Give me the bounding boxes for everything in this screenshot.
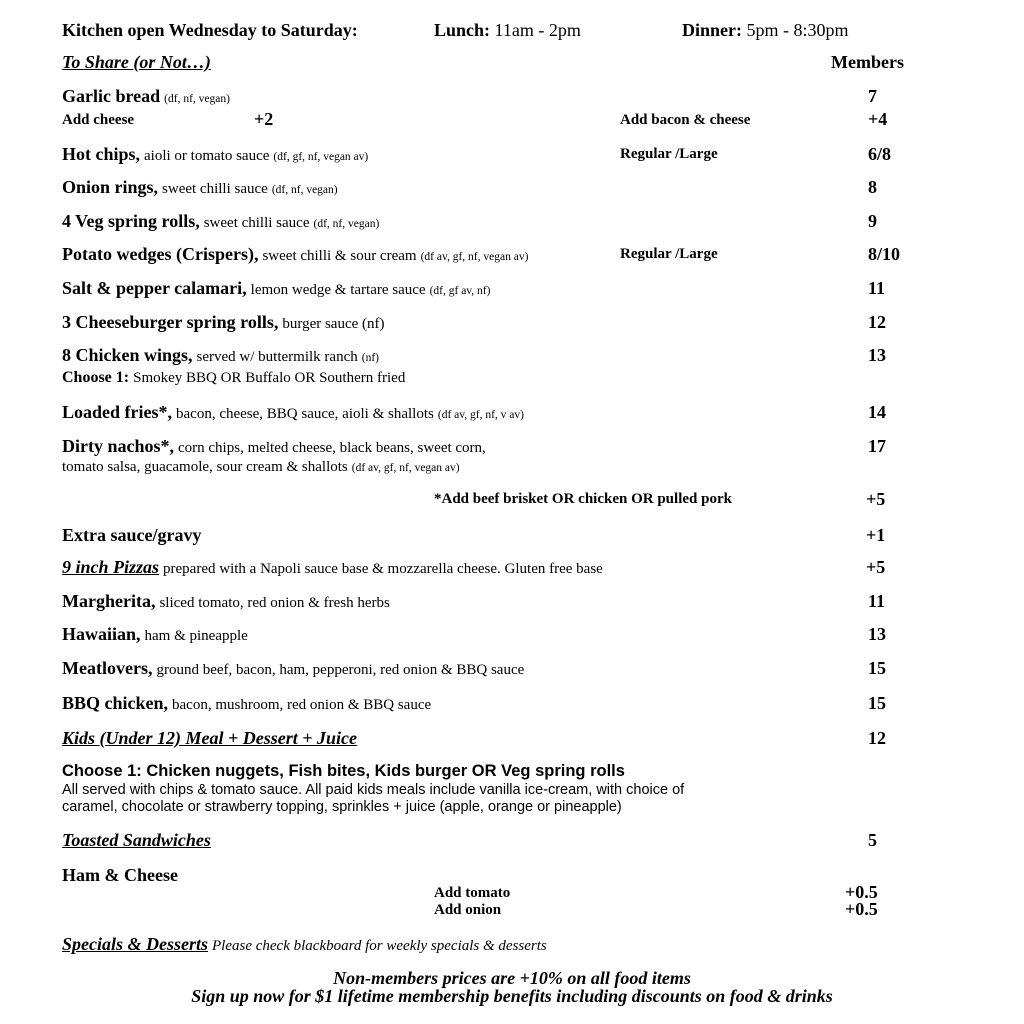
- pizza-intro: prepared with a Napoli sauce base & mozzarella cheese. Gluten free base: [163, 561, 603, 577]
- kids-choose: Choose 1: Chicken nuggets, Fish bites, Kids burger OR Veg spring rolls: [62, 762, 625, 780]
- menu-item: [62, 591, 390, 612]
- item-tags: (df av, gf, nf, v av): [437, 409, 524, 421]
- add-onion-label: Add onion: [434, 902, 502, 918]
- size-option: Regular /Large: [620, 146, 718, 162]
- kids-desc-line2: caramel, chocolate or strawberry topping, sprinkles + juice (apple, orange or pineapple): [62, 799, 622, 815]
- item-desc: tomato salsa, guacamole, sour cream & shallots: [62, 459, 348, 475]
- item-name: Salt & pepper calamari,: [62, 278, 247, 298]
- dinner-time: 5pm - 8:30pm: [746, 20, 849, 40]
- item-price: 12: [868, 312, 886, 332]
- item-desc: ham & pineapple: [144, 628, 248, 644]
- item-tags: (df, gf, nf, vegan av): [273, 151, 369, 163]
- item-name: Garlic bread: [62, 86, 161, 106]
- sandwich-price: 5: [868, 830, 877, 850]
- share-section-title: To Share (or Not…): [62, 52, 211, 72]
- item-price: 11: [868, 278, 886, 298]
- item-price: 7: [868, 86, 877, 106]
- nachos-desc-line2: [62, 458, 460, 476]
- menu-item: [62, 312, 385, 333]
- item-price: 13: [868, 624, 886, 644]
- item-name: Potato wedges (Crispers),: [62, 244, 259, 264]
- wings-choice: [62, 369, 405, 387]
- item-price: 8: [868, 177, 877, 197]
- menu-item: [62, 144, 368, 165]
- item-tags: (df, nf, vegan): [271, 184, 338, 196]
- sandwich-section-title: Toasted Sandwiches: [62, 830, 211, 850]
- item-desc: bacon, mushroom, red onion & BBQ sauce: [172, 697, 432, 713]
- gluten-free-price: +5: [866, 557, 886, 577]
- add-bacon-label: Add bacon & cheese: [620, 112, 751, 128]
- lunch-hours: [434, 20, 581, 41]
- sandwich-item: Ham & Cheese: [62, 865, 178, 885]
- pizza-section-title: 9 inch Pizzas: [62, 557, 160, 577]
- specials-line: [62, 934, 547, 955]
- item-desc: corn chips, melted cheese, black beans, sweet corn,: [178, 440, 486, 456]
- item-name: 4 Veg spring rolls,: [62, 211, 200, 231]
- item-price: 9: [868, 211, 877, 231]
- lunch-label: Lunch:: [434, 20, 491, 40]
- addon-price: +5: [866, 489, 886, 509]
- kids-section-title: Kids (Under 12) Meal + Dessert + Juice: [62, 728, 357, 748]
- item-desc: burger sauce (nf): [282, 316, 385, 332]
- item-name: Margherita,: [62, 591, 156, 611]
- menu-item: [62, 624, 248, 645]
- item-name: Dirty nachos*,: [62, 436, 174, 456]
- item-name: Onion rings,: [62, 177, 159, 197]
- item-desc: sweet chilli & sour cream: [262, 248, 417, 264]
- menu-item: [62, 177, 338, 198]
- kids-desc-line1: All served with chips & tomato sauce. All paid kids meals include vanilla ice-cream, with choice of: [62, 782, 685, 798]
- item-tags: (nf): [361, 352, 379, 364]
- item-tags: (df av, gf, nf, vegan av): [351, 462, 460, 474]
- item-desc: sweet chilli sauce: [162, 181, 268, 197]
- menu-item: [62, 436, 486, 457]
- add-cheese-price: +2: [254, 109, 274, 129]
- size-option: Regular /Large: [620, 246, 718, 262]
- item-name: Loaded fries*,: [62, 402, 172, 422]
- item-desc: bacon, cheese, BBQ sauce, aioli & shallots: [176, 406, 434, 422]
- item-desc: sweet chilli sauce: [203, 215, 310, 231]
- membership-note: Sign up now for $1 lifetime membership benefits including discounts on food & drinks: [191, 986, 833, 1006]
- item-name: Meatlovers,: [62, 658, 153, 678]
- menu-item: [62, 658, 524, 679]
- wings-choose-label: Choose 1:: [62, 369, 130, 386]
- item-name: 8 Chicken wings,: [62, 345, 193, 365]
- add-bacon-price: +4: [868, 109, 888, 129]
- item-name: BBQ chicken,: [62, 693, 169, 713]
- extra-sauce-price: +1: [866, 525, 886, 545]
- item-tags: (df, gf av, nf): [429, 285, 491, 297]
- hours-header: [62, 20, 358, 41]
- item-desc: sliced tomato, red onion & fresh herbs: [159, 595, 390, 611]
- item-price: 13: [868, 345, 886, 365]
- extra-sauce-label: Extra sauce/gravy: [62, 525, 202, 545]
- non-member-note: Non-members prices are +10% on all food items: [333, 968, 691, 988]
- lunch-time: 11am - 2pm: [494, 20, 581, 40]
- item-price: 17: [868, 436, 886, 456]
- item-price: 11: [868, 591, 886, 611]
- item-desc: ground beef, bacon, ham, pepperoni, red onion & BBQ sauce: [156, 662, 525, 678]
- add-tomato-label: Add tomato: [434, 885, 511, 901]
- item-name: 3 Cheeseburger spring rolls,: [62, 312, 279, 332]
- members-column-label: Members: [831, 52, 904, 72]
- pizza-section-header: [62, 557, 603, 578]
- menu-item: [62, 244, 528, 265]
- item-name: Hawaiian,: [62, 624, 141, 644]
- dinner-label: Dinner:: [682, 20, 742, 40]
- menu-item: [62, 86, 230, 107]
- add-cheese-label: Add cheese: [62, 112, 135, 128]
- item-price: 8/10: [868, 244, 901, 264]
- item-desc: aioli or tomato sauce: [144, 148, 270, 164]
- menu-item: [62, 211, 379, 232]
- kitchen-label: Kitchen open Wednesday to Saturday:: [62, 20, 358, 40]
- item-price: 14: [868, 402, 886, 422]
- menu-item: [62, 278, 490, 299]
- item-tags: (df, nf, vegan): [313, 218, 380, 230]
- add-tomato-price: +0.5: [845, 882, 878, 902]
- specials-section-title: Specials & Desserts: [62, 934, 208, 954]
- kids-price: 12: [868, 728, 886, 748]
- item-tags: (df, nf, vegan): [164, 93, 230, 105]
- item-desc: lemon wedge & tartare sauce: [250, 282, 426, 298]
- item-desc: served w/ buttermilk ranch: [196, 349, 358, 365]
- item-name: Hot chips,: [62, 144, 141, 164]
- dinner-hours: [682, 20, 849, 41]
- wings-choose-text: Smokey BBQ OR Buffalo OR Southern fried: [133, 370, 406, 386]
- item-tags: (df av, gf, nf, vegan av): [420, 251, 529, 263]
- item-price: 15: [868, 658, 886, 678]
- menu-item: [62, 402, 524, 423]
- menu-item: [62, 345, 379, 366]
- add-onion-price: +0.5: [845, 899, 878, 919]
- item-price: 6/8: [868, 144, 892, 164]
- item-price: 15: [868, 693, 886, 713]
- menu-item: [62, 693, 431, 714]
- addon-label: *Add beef brisket OR chicken OR pulled pork: [434, 491, 732, 507]
- specials-text: Please check blackboard for weekly specials & desserts: [212, 938, 547, 954]
